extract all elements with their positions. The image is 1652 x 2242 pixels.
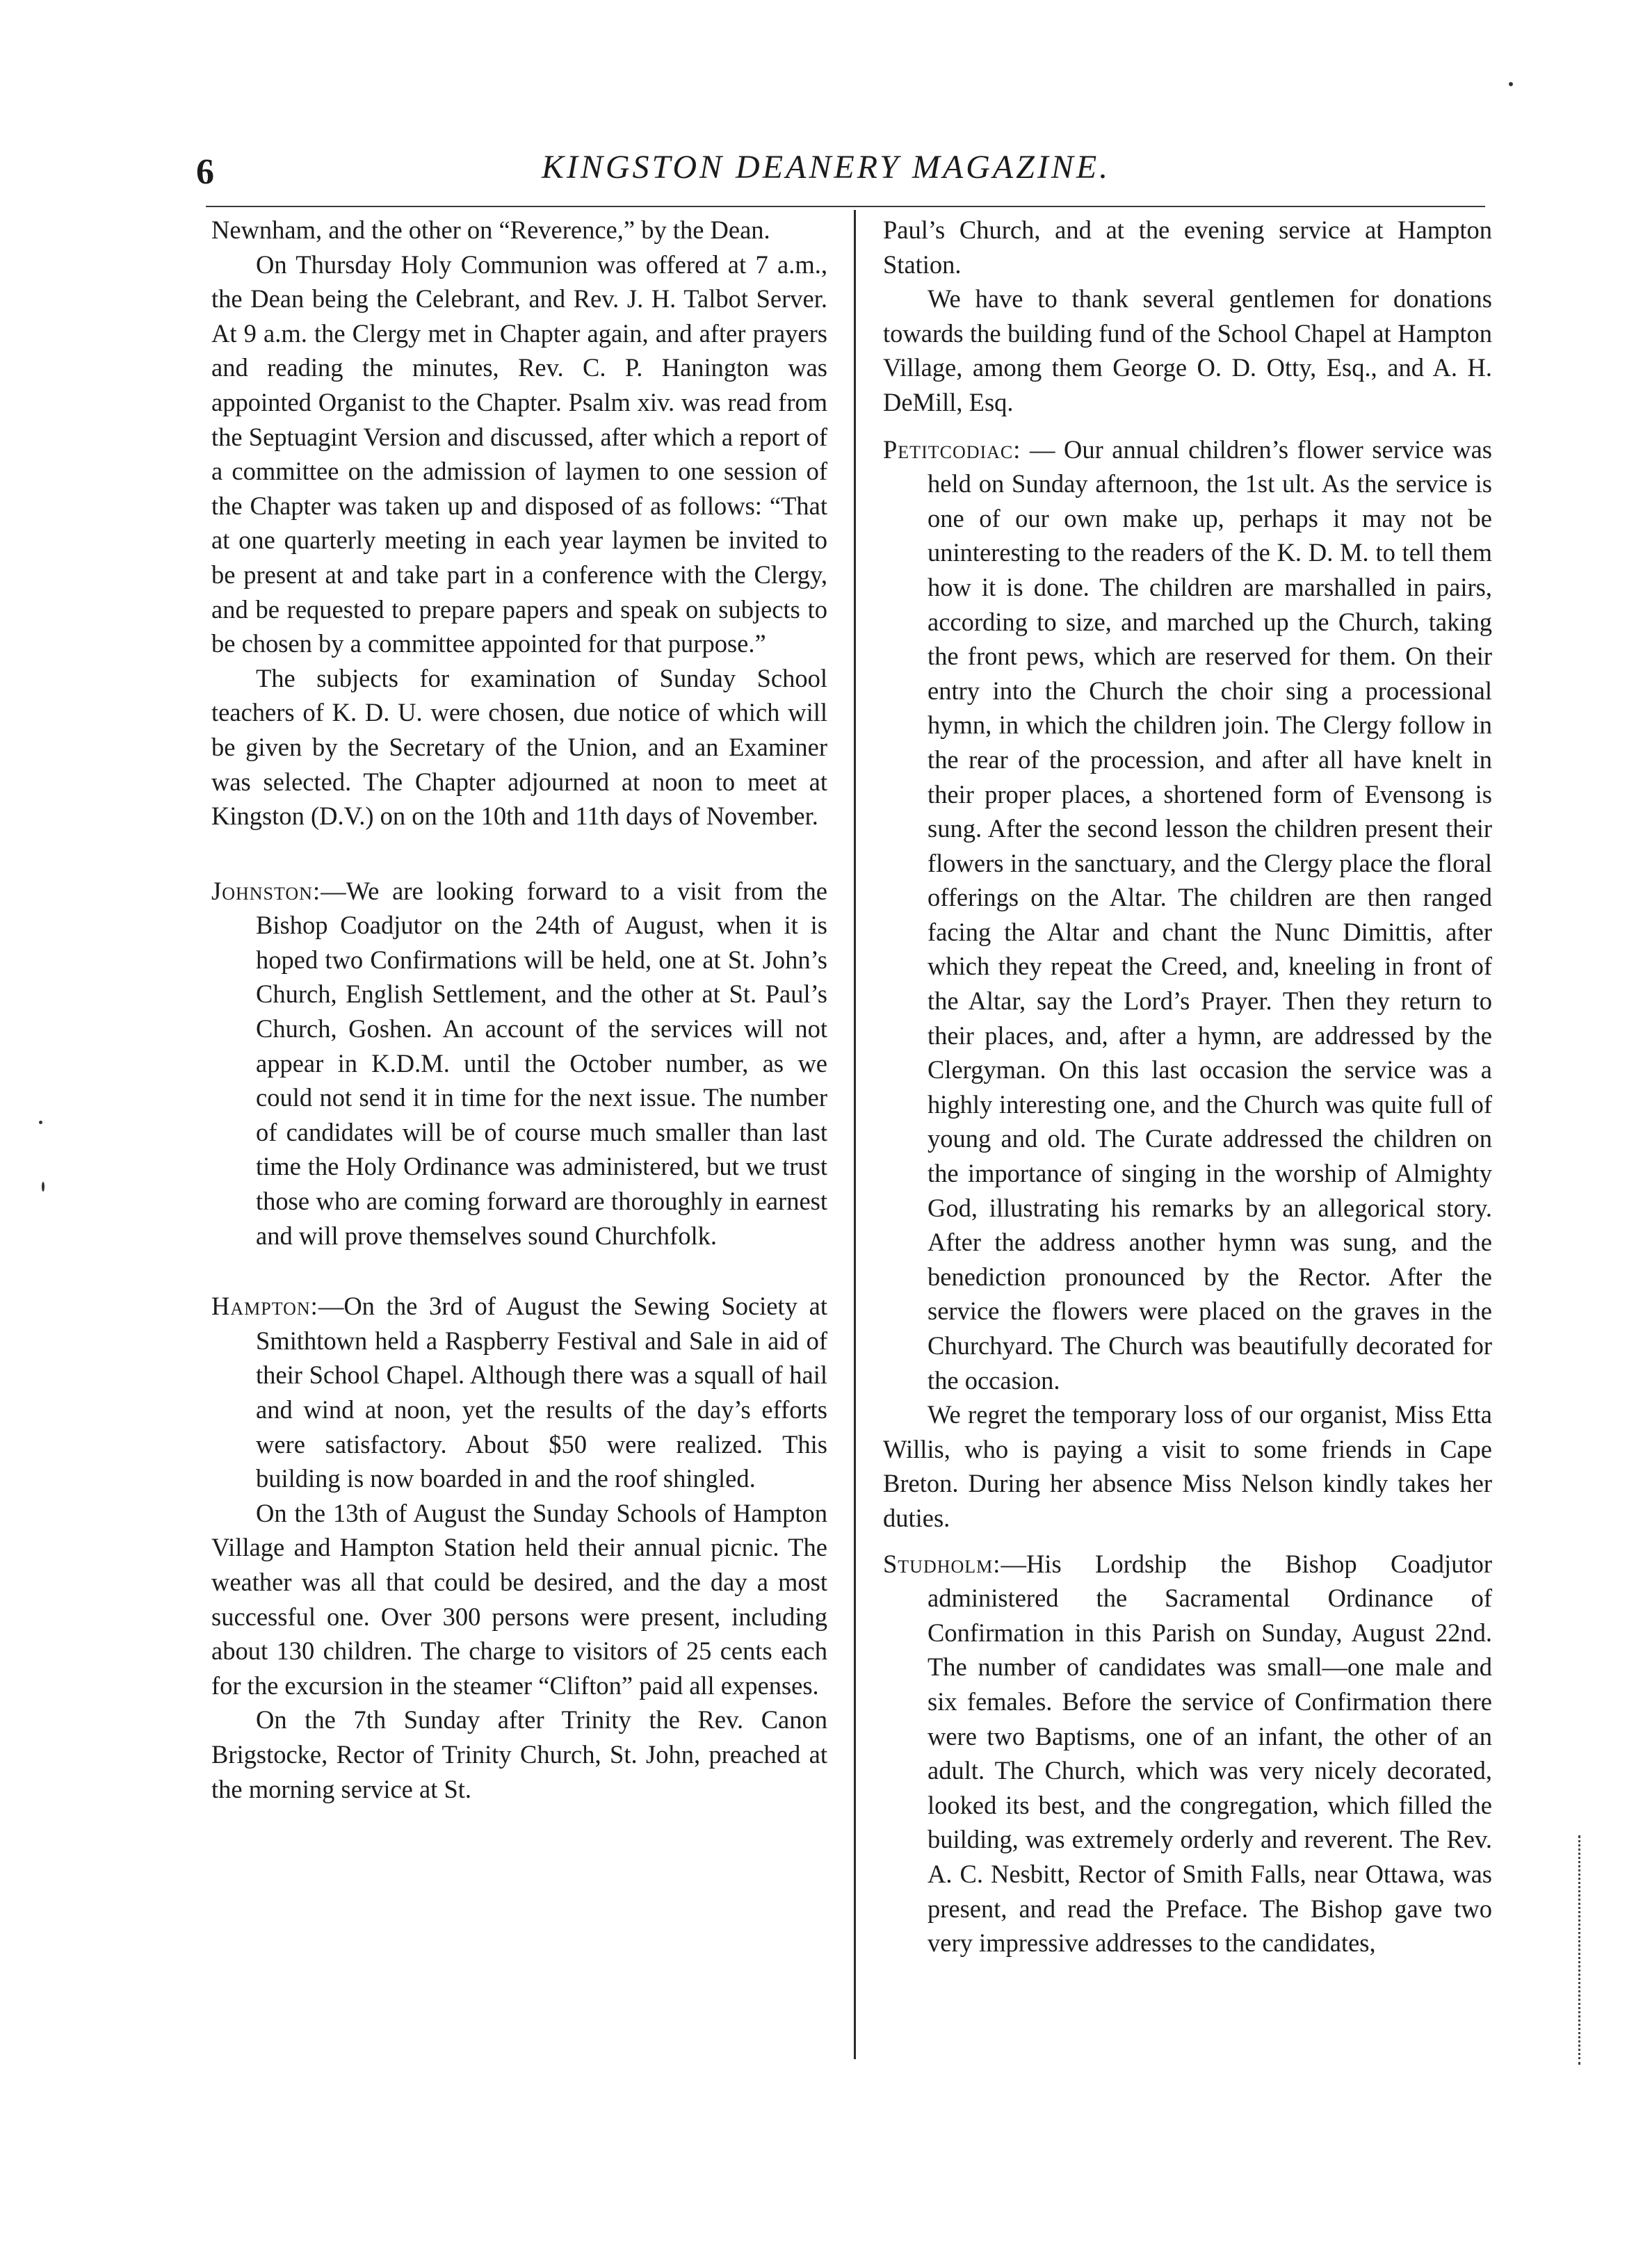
section-studholm [883, 1547, 1492, 1960]
paragraph-donations: We have to thank several gentlemen for donations towards the building fund of the School Chapel at Hampton Village, among them George O. D. Otty, Esq., and A. H. DeMill, Esq. [883, 284, 1492, 416]
paragraph-trinity-sunday: On the 7th Sunday after Trinity the Rev. Canon Brigstocke, Rector of Trinity Church, St. John, preached at the morning service at St. [211, 1705, 827, 1803]
section-johnston [211, 874, 827, 1253]
page-number: 6 [196, 152, 214, 192]
paragraph-organist: We regret the temporary loss of our organist, Miss Etta Willis, who is paying a visit to some friends in Cape Breton. During her absence Miss Nelson kindly takes her duties. [883, 1400, 1492, 1532]
paragraph-sunday-school-examination: The subjects for examination of Sunday School teachers of K. D. U. were chosen, due notice of which will be given by the Secretary of the Union, and an Examiner was selected. The Chapter adjourned at noon to meet at Kingston (D.V.) on on the 10th and 11th days of November. [211, 663, 827, 831]
paragraph-hampton-picnic: On the 13th of August the Sunday Schools of Hampton Village and Hampton Station held their annual picnic. The weather was all that could be desired, and the day a most successful one. Over 300 persons were present, including about 130 children. The charge to visitors of 25 cents each for the excursion in the steamer “Clifton” paid all expenses. [211, 1498, 827, 1700]
paragraph-evening-service: Paul’s Church, and at the evening service at Hampton Station. [883, 216, 1492, 279]
scan-speck [42, 1182, 44, 1192]
scan-speck [39, 1121, 42, 1124]
left-column [211, 213, 827, 1806]
section-hampton [211, 1289, 827, 1496]
section-text-johnston: —We are looking forward to a visit from the Bishop Coadjutor on the 24th of August, when it is hoped two Confirmations will be held, one at St. John’s Church, English Settlement, and the other at St. Paul’s Church, Goshen. An account of the services will not appear in K.D.M. until the October number, as we could not send it in time for the next issue. The number of candidates will be of course much smaller than last time the Holy Ordinance was administered, but we trust those who are coming forward are thoroughly in earnest and will prove themselves sound Churchfolk. [256, 876, 827, 1250]
scan-edge-mark [1578, 1835, 1587, 2065]
paragraph-dean-reverence: Newnham, and the other on “Reverence,” by the Dean. [211, 216, 770, 244]
section-text-hampton: —On the 3rd of August the Sewing Society at Smithtown held a Raspberry Festival and Sale in aid of their School Chapel. Although there was a squall of hail and wind at noon, yet the results of the day’s efforts were satisfactory. About $50 were realized. This building is now boarded in and the roof shingled. [256, 1292, 827, 1493]
running-head: KINGSTON DEANERY MAGAZINE. [541, 149, 1111, 186]
scan-speck [1509, 82, 1513, 86]
section-heading-petitcodiac: Petitcodiac: [883, 434, 1021, 464]
column-divider [854, 210, 856, 2059]
section-text-studholm: —His Lordship the Bishop Coadjutor administered the Sacramental Ordinance of Confirmation in this Parish on Sunday, August 22nd. The number of candidates was small—one male and six females. Before the service of Confirmation there were two Baptisms, one of an infant, the other of an adult. The Church, which was very nicely decorated, looked its best, and the congregation, which filled the building, was extremely orderly and reverent. The Rev. A. C. Nesbitt, Rector of Smith Falls, near Ottawa, was present, and read the Preface. The Bishop gave two very impressive addresses to the candidates, [928, 1549, 1492, 1958]
section-heading-johnston: Johnston: [211, 876, 321, 905]
section-heading-hampton: Hampton: [211, 1292, 318, 1321]
section-petitcodiac [883, 432, 1492, 1398]
header-rule [206, 206, 1485, 207]
section-heading-studholm: Studholm: [883, 1549, 1001, 1578]
section-text-petitcodiac: — Our annual children’s flower service was held on Sunday afternoon, the 1st ult. As the service is one of our own make up, perhaps it may not be uninteresting to the readers of the K. D. M. to tell them how it is done. The children are marshalled in pairs, according to size, and marched up the Church, taking the front pews, which are reserved for them. On their entry into the Church the choir sing a processional hymn, in which the children join. The Clergy follow in the rear of the procession, and after all have knelt in their proper places, a shortened form of Evensong is sung. After the second lesson the children present their flowers in the sanctuary, and the Clergy place the floral offerings on the Altar. The children are then ranged facing the Altar and chant the Nunc Dimittis, after which they repeat the Creed, and, kneeling in front of the Altar, say the Lord’s Prayer. Then they return to their places, and, after a hymn, are addressed by the Clergyman. On this last occasion the service was a highly interesting one, and the Church was quite full of young and old. The Curate addressed the children on the importance of singing in the worship of Almighty God, illustrating his remarks by an allegorical story. After the address another hymn was sung, and the benediction pronounced by the Rector. After the service the flowers were placed on the graves in the Churchyard. The Church was beautifully decorated for the occasion. [928, 434, 1492, 1395]
right-column [883, 213, 1492, 1960]
paragraph-thursday-chapter: On Thursday Holy Communion was offered at 7 a.m., the Dean being the Celebrant, and Rev. J. H. Talbot Server. At 9 a.m. the Clergy met in Chapter again, and after prayers and reading the minutes, Rev. C. P. Hanington was appointed Organist to the Chapter. Psalm xiv. was read from the Septuagint Version and discussed, after which a report of a committee on the admission of laymen to one session of the Chapter was taken up and disposed of as follows: “That at one quarterly meeting in each year laymen be invited to be present at and take part in a conference with the Clergy, and be requested to prepare papers and speak on subjects to be chosen by a committee appointed for that purpose.” [211, 250, 827, 658]
